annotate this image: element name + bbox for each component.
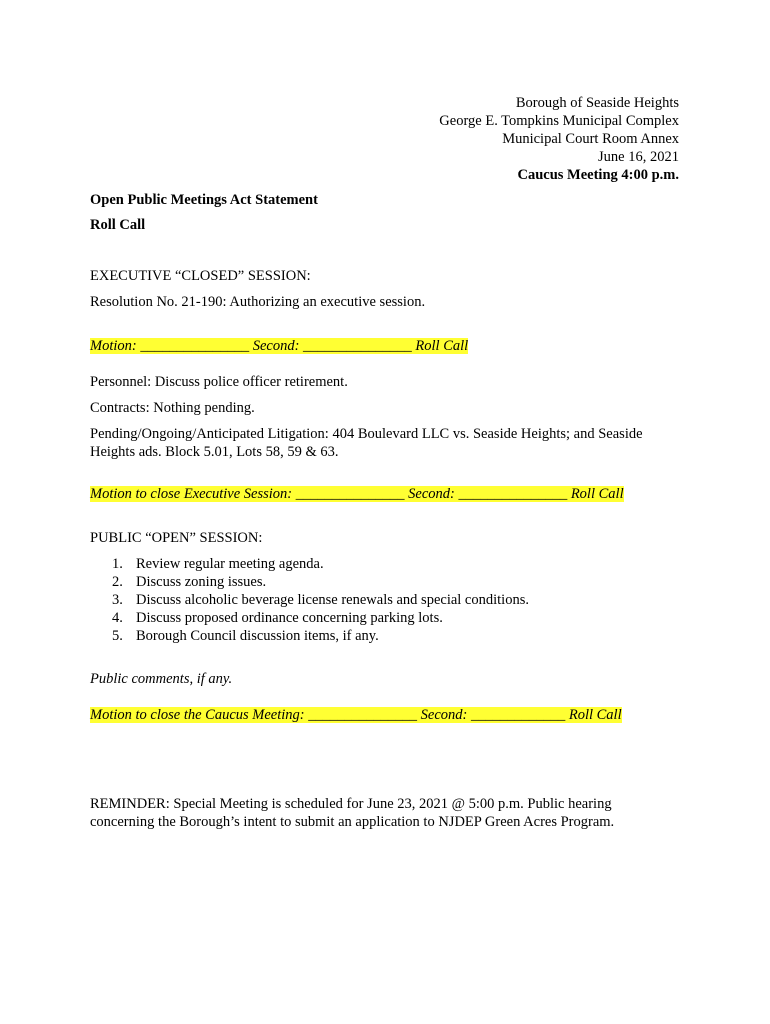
agenda-item-number: 3. (112, 592, 123, 608)
document-header (439, 94, 679, 184)
agenda-item (90, 591, 690, 609)
opma-statement: Open Public Meetings Act Statement (90, 192, 318, 208)
agenda-items (90, 555, 690, 645)
agenda-item (90, 627, 690, 645)
agenda-item-number: 4. (112, 610, 123, 626)
agenda-item-text: Discuss alcoholic beverage license renewals and special conditions. (136, 592, 529, 608)
agenda-item (90, 573, 690, 591)
agenda-item-number: 1. (112, 556, 123, 572)
litigation-line: Pending/Ongoing/Anticipated Litigation: 404 Boulevard LLC vs. Seaside Heights; and Seaside Heights ads. Block 5.01, Lots 58, 59 & 63. (90, 426, 643, 460)
agenda-item-number: 5. (112, 628, 123, 644)
agenda-item-text: Borough Council discussion items, if any. (136, 628, 379, 644)
agenda-item-text: Discuss proposed ordinance concerning parking lots. (136, 610, 443, 626)
close-executive-motion (90, 485, 690, 503)
agenda-item (90, 555, 690, 573)
public-session-heading: PUBLIC “OPEN” SESSION: (90, 530, 263, 546)
personnel-line: Personnel: Discuss police officer retirement. (90, 374, 348, 390)
executive-motion (90, 337, 690, 355)
close-caucus-motion (90, 706, 690, 724)
reminder-note: REMINDER: Special Meeting is scheduled for June 23, 2021 @ 5:00 p.m. Public hearing concerning the Borough’s intent to submit an application to NJDEP Green Acres Program. (90, 796, 615, 830)
agenda-item-number: 2. (112, 574, 123, 590)
public-session-list (90, 555, 690, 645)
public-comments: Public comments, if any. (90, 671, 233, 687)
resolution-line: Resolution No. 21-190: Authorizing an executive session. (90, 294, 426, 310)
municipal-complex: George E. Tompkins Municipal Complex (439, 113, 679, 129)
contracts-line: Contracts: Nothing pending. (90, 400, 255, 416)
agenda-item-text: Discuss zoning issues. (136, 574, 267, 590)
executive-session-heading: EXECUTIVE “CLOSED” SESSION: (90, 268, 311, 284)
borough-name: Borough of Seaside Heights (515, 95, 679, 111)
executive-motion-text: Motion: _______________ Second: _______________ Roll Call (90, 338, 469, 354)
agenda-item (90, 609, 690, 627)
close-executive-motion-text: Motion to close Executive Session: _______________ Second: _______________ Roll Call (90, 486, 624, 502)
court-room: Municipal Court Room Annex (502, 131, 679, 147)
roll-call-heading: Roll Call (90, 217, 146, 233)
meeting-title: Caucus Meeting 4:00 p.m. (517, 167, 679, 183)
close-caucus-motion-text: Motion to close the Caucus Meeting: _______________ Second: _____________ Roll Call (90, 707, 622, 723)
meeting-date: June 16, 2021 (598, 149, 679, 165)
agenda-item-text: Review regular meeting agenda. (136, 556, 324, 572)
